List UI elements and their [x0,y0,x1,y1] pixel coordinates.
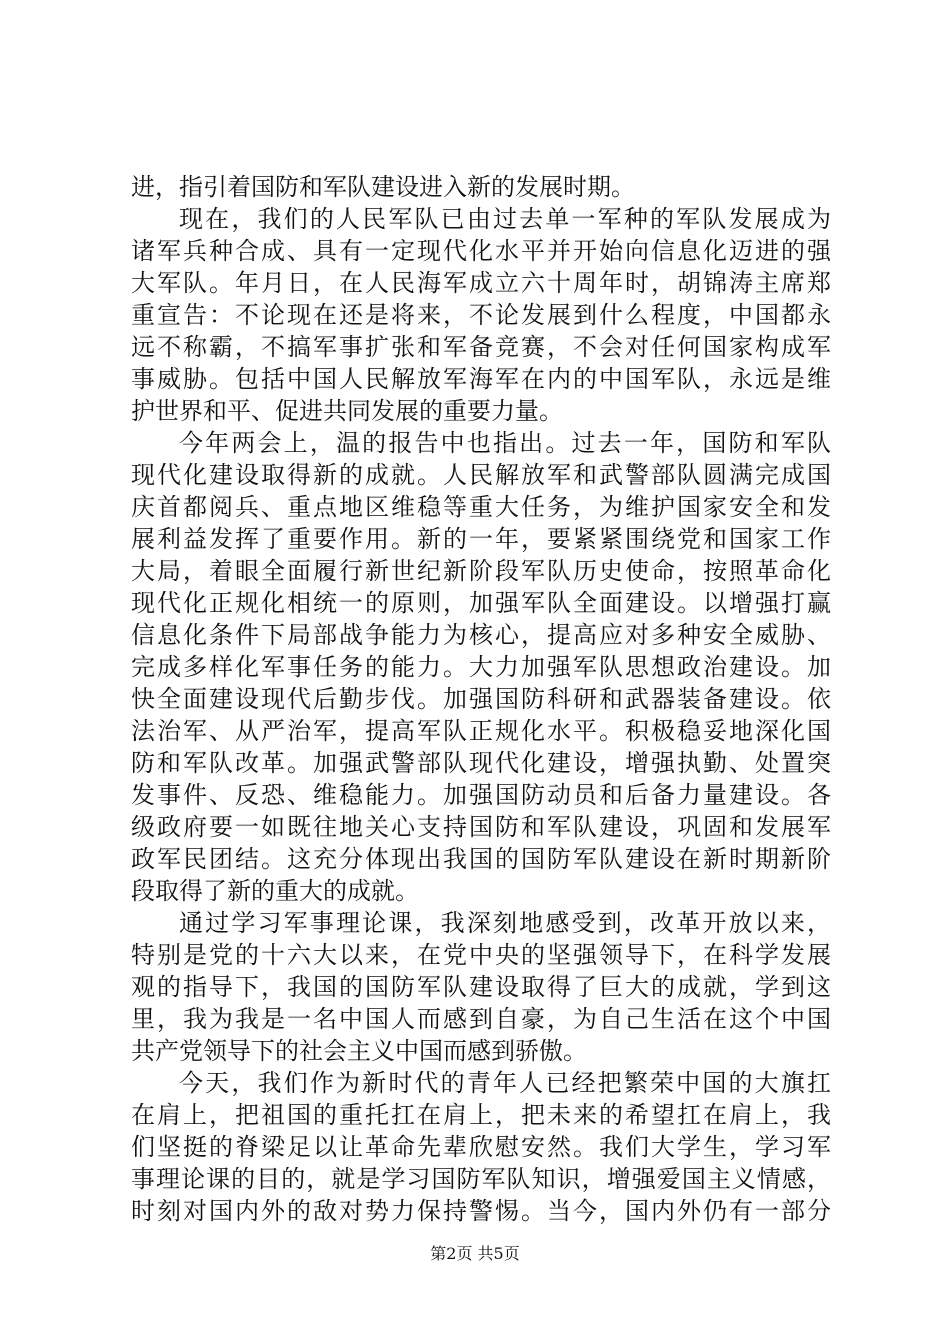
text-line: 大局，着眼全面履行新世纪新阶段军队历史使命，按照革命化 [131,557,831,585]
text-line: 进，指引着国防和军队建设进入新的发展时期。 [131,173,635,201]
page-number: 第2页 共5页 [430,1244,520,1263]
text-line: 在肩上，把祖国的重托扛在肩上，把未来的希望扛在肩上，我 [131,1101,831,1129]
text-line: 观的指导下，我国的国防军队建设取得了巨大的成就，学到这 [131,973,831,1001]
text-line: 法治军、从严治军，提高军队正规化水平。积极稳妥地深化国 [131,717,831,745]
text-line: 里，我为我是一名中国人而感到自豪，为自己生活在这个中国 [131,1005,831,1033]
text-line: 现代化建设取得新的成就。人民解放军和武警部队圆满完成国 [131,461,831,489]
text-line: 现代化正规化相统一的原则，加强军队全面建设。以增强打赢 [131,589,831,617]
text-line: 们坚挺的脊梁足以让革命先辈欣慰安然。我们大学生，学习军 [131,1133,831,1161]
text-line: 时刻对国内外的敌对势力保持警惕。当今，国内外仍有一部分 [131,1197,831,1225]
text-line: 大军队。年月日，在人民海军成立六十周年时，胡锦涛主席郑 [131,269,831,297]
text-line: 远不称霸，不搞军事扩张和军备竞赛，不会对任何国家构成军 [131,333,831,361]
text-line: 特别是党的十六大以来，在党中央的坚强领导下，在科学发展 [131,941,831,969]
text-line: 诸军兵种合成、具有一定现代化水平并开始向信息化迈进的强 [131,237,831,265]
text-line: 事威胁。包括中国人民解放军海军在内的中国军队，永远是维 [131,365,831,393]
text-line: 通过学习军事理论课，我深刻地感受到，改革开放以来， [179,909,831,937]
text-line: 事理论课的目的，就是学习国防军队知识，增强爱国主义情感， [131,1165,831,1193]
text-line: 重宣告：不论现在还是将来，不论发展到什么程度，中国都永 [131,301,831,329]
text-line: 级政府要一如既往地关心支持国防和军队建设，巩固和发展军 [131,813,831,841]
text-line: 共产党领导下的社会主义中国而感到骄傲。 [131,1037,587,1065]
text-line: 护世界和平、促进共同发展的重要力量。 [131,397,563,425]
body-text [131,171,831,1227]
text-line: 现在，我们的人民军队已由过去单一军种的军队发展成为 [179,205,831,233]
text-line: 发事件、反恐、维稳能力。加强国防动员和后备力量建设。各 [131,781,831,809]
text-line: 展利益发挥了重要作用。新的一年，要紧紧围绕党和国家工作 [131,525,831,553]
text-line: 政军民团结。这充分体现出我国的国防军队建设在新时期新阶 [131,845,831,873]
text-line: 段取得了新的重大的成就。 [131,877,419,905]
text-line: 信息化条件下局部战争能力为核心，提高应对多种安全威胁、 [131,621,831,649]
text-line: 庆首都阅兵、重点地区维稳等重大任务，为维护国家安全和发 [131,493,831,521]
text-line: 防和军队改革。加强武警部队现代化建设，增强执勤、处置突 [131,749,831,777]
text-line: 今天，我们作为新时代的青年人已经把繁荣中国的大旗扛 [179,1069,831,1097]
text-line: 完成多样化军事任务的能力。大力加强军队思想政治建设。加 [131,653,831,681]
text-line: 今年两会上，温的报告中也指出。过去一年，国防和军队 [179,429,831,457]
text-line: 快全面建设现代后勤步伐。加强国防科研和武器装备建设。依 [131,685,831,713]
